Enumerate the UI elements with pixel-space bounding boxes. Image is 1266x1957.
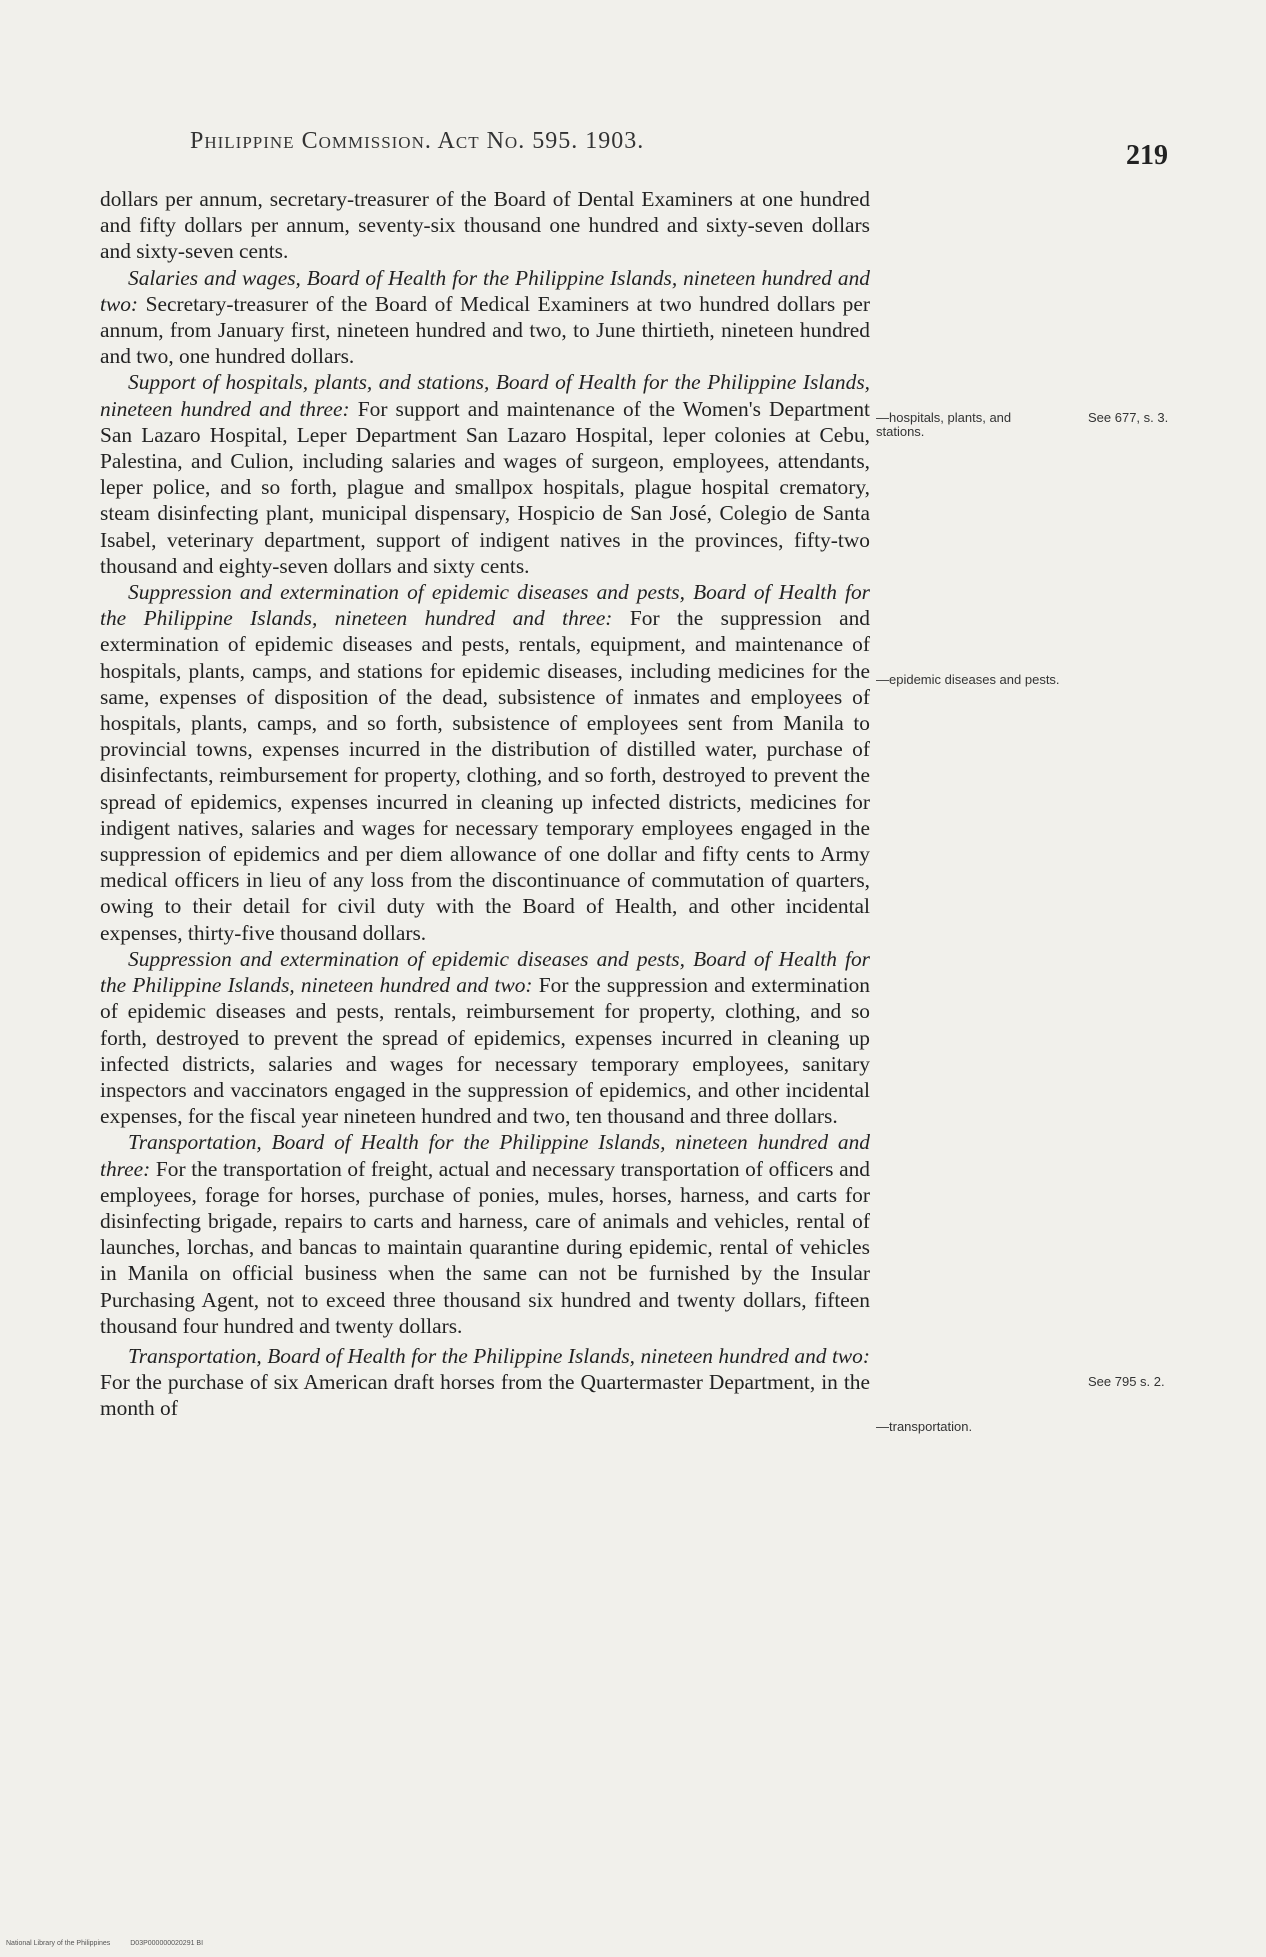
paragraph: [100, 1129, 870, 1339]
margin-note-epidemic: —epidemic diseases and pests.: [876, 672, 1060, 687]
paragraph-heading: Support of hospitals, plants, and stations, Board of Health for the Philippine Islands, nineteen hundred and three:: [100, 370, 870, 421]
paragraph-text: Secretary-treasurer of the Board of Medical Examiners at two hundred dollars per annum, from January first, nineteen hundred and two, to June thirtieth, nineteen hundred and two, one hundred dollars.: [100, 291, 870, 369]
footer-code: D03P000000020291 BI: [130, 1940, 204, 1947]
running-head: Philippine Commission. Act No. 595. 1903.: [190, 128, 645, 154]
paragraph-text: For support and maintenance of the Women's Department San Lazaro Hospital, Leper Department San Lazaro Hospital, leper colonies at Cebu, Palestina, and Culion, including salaries and wages of surgeon, employees, attendants, leper police, and so forth, plague and smallpox hospitals, plague hospital crematory, steam disinfecting plant, municipal dispensary, Hospicio de San José, Colegio de Santa Isabel, veterinary department, support of indigent natives in the provinces, fifty-two thousand and eighty-seven dollars and sixty cents.: [100, 396, 870, 578]
paragraph: [100, 186, 870, 265]
margin-note-transportation: —transportation.: [876, 1419, 973, 1434]
paragraph-heading: Suppression and extermination of epidemic diseases and pests, Board of Health for the Philippine Islands, nineteen hundred and two:: [100, 946, 870, 998]
paragraph-text: dollars per annum, secretary-treasurer of the Board of Dental Examiners at one hundred and fifty dollars per annum, seventy-six thousand one hundred and sixty-seven dollars and sixty-seven cents.: [100, 187, 870, 264]
footer-library: National Library of the Philippines: [6, 1940, 111, 1947]
margin-note-reference: See 677, s. 3.: [1088, 410, 1169, 425]
paragraph-text: For the purchase of six American draft horses from the Quartermaster Department, in the month of: [100, 1370, 870, 1421]
page-number: 219: [1126, 140, 1168, 171]
paragraph: [100, 579, 870, 946]
margin-note-hospitals: —hospitals, plants, and stations.: [876, 410, 1012, 439]
margin-note-reference: See 795 s. 2.: [1088, 1374, 1165, 1389]
paragraph-heading: Salaries and wages, Board of Health for the Philippine Islands, nineteen hundred and two:: [100, 265, 870, 316]
paragraph-text: For the suppression and extermination of epidemic diseases and pests, rentals, reimbursement for property, clothing, and so forth, destroyed to prevent the spread of epidemics, expenses incurred in cleaning up infected districts, salaries and wages for necessary temporary employees, sanitary inspectors and vaccinators engaged in the suppression of epidemics, and other incidental expenses, for the fiscal year nineteen hundred and two, ten thousand and three dollars.: [100, 973, 870, 1129]
paragraph: [100, 1343, 870, 1422]
body-text: [100, 186, 870, 1422]
paragraph: [100, 946, 870, 1129]
paragraph-heading: Transportation, Board of Health for the Philippine Islands, nineteen hundred and two:: [128, 1343, 870, 1368]
paragraph-text: For the suppression and extermination of epidemic diseases and pests, rentals, equipment, and maintenance of hospitals, plants, camps, and stations for epidemic diseases, including medicines for the same, expenses of disposition of the dead, subsistence of inmates and employees of hospitals, plants, camps, and so forth, subsistence of employees sent from Manila to provincial towns, expenses incurred in the distribution of distilled water, purchase of disinfectants, reimbursement for property, clothing, and so forth, destroyed to prevent the spread of epidemics, expenses incurred in cleaning up infected districts, medicines for indigent natives, salaries and wages for necessary temporary employees engaged in the suppression of epidemics and per diem allowance of one dollar and fifty cents to Army medical officers in lieu of any loss from the discontinuance of commutation of quarters, owing to their detail for civil duty with the Board of Health, and other incidental expenses, thirty-five thousand dollars.: [100, 606, 870, 945]
paragraph: [100, 369, 870, 579]
paragraph: [100, 265, 870, 370]
paragraph-text: For the transportation of freight, actual and necessary transportation of officers and employees, forage for horses, purchase of ponies, mules, horses, harness, and carts for disinfecting brigade, repairs to carts and harness, care of animals and vehicles, rental of launches, lorchas, and bancas to maintain quarantine during epidemic, rental of vehicles in Manila on official business when the same can not be furnished by the Insular Purchasing Agent, not to exceed three thousand six hundred and twenty dollars, fifteen thousand four hundred and twenty dollars.: [100, 1156, 870, 1338]
paragraph-heading: Suppression and extermination of epidemic diseases and pests, Board of Health for the Philippine Islands, nineteen hundred and three:: [100, 580, 870, 631]
footer: [6, 1940, 221, 1947]
paragraph-heading: Transportation, Board of Health for the Philippine Islands, nineteen hundred and three:: [100, 1130, 870, 1181]
